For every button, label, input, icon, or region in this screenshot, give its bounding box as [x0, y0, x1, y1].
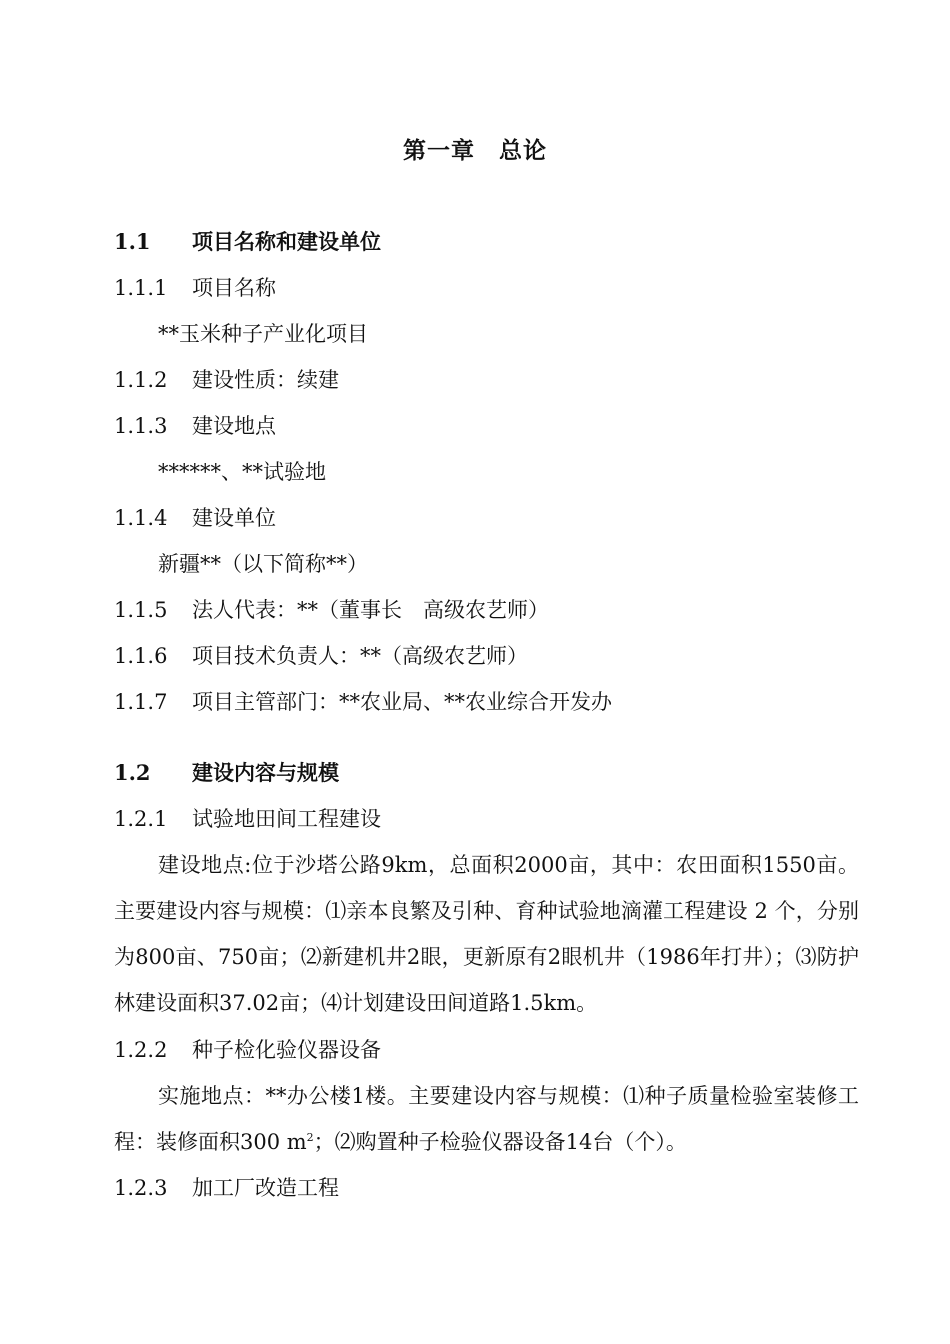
- location-value: ******、**试验地: [158, 460, 326, 484]
- subsection-text: 加工厂改造工程: [192, 1176, 339, 1200]
- section-title: 建设内容与规模: [192, 760, 339, 785]
- subsection-number: 1.1.4: [114, 506, 168, 530]
- subsection-1-1-3: [114, 411, 276, 441]
- subsection-number: 1.1.3: [114, 414, 168, 438]
- subsection-1-2-1: [114, 804, 381, 834]
- paragraph-field-works: 建设地点:位于沙塔公路9km，总面积2000亩，其中：农田面积1550亩。主要建设内容与规模：⑴亲本良繁及引种、育种试验地滴灌工程建设 2 个，分别为800亩、750亩；⑵新建机井2眼，更新原有2眼机井（1986年打井）；⑶防护林建设面积37.02亩；⑷计划建设田间道路1.5km。: [114, 853, 859, 1015]
- subsection-text: 项目名称: [192, 276, 276, 300]
- subsection-number: 1.2.1: [114, 807, 168, 831]
- subsection-number: 1.1.2: [114, 368, 168, 392]
- section-title: 项目名称和建设单位: [192, 229, 381, 254]
- paragraph-text: 实施地点：**办公楼1楼。主要建设内容与规模：⑴种子质量检验室装修工程：装修面积300 m: [114, 1084, 859, 1154]
- section-number: 1.2: [114, 760, 151, 785]
- subsection-1-2-2: [114, 1035, 381, 1065]
- subsection-text: 法人代表：**（董事长 高级农艺师）: [192, 598, 549, 622]
- subsection-number: 1.2.2: [114, 1038, 168, 1062]
- subsection-1-1-2: [114, 365, 339, 395]
- subsection-number: 1.2.3: [114, 1176, 168, 1200]
- subsection-number: 1.1.1: [114, 276, 168, 300]
- subsection-text: 项目主管部门：**农业局、**农业综合开发办: [192, 690, 612, 714]
- subsection-number: 1.1.6: [114, 644, 168, 668]
- paragraph-seed-testing: [114, 1073, 859, 1165]
- subsection-text: 项目技术负责人：**（高级农艺师）: [192, 644, 528, 668]
- subsection-1-1-1: [114, 273, 276, 303]
- subsection-number: 1.1.7: [114, 690, 168, 714]
- unit-value: 新疆**（以下简称**）: [158, 552, 368, 576]
- subsection-text: 建设性质：续建: [192, 368, 339, 392]
- subsection-number: 1.1.5: [114, 598, 168, 622]
- superscript: 2: [306, 1131, 314, 1144]
- subsection-text: 建设单位: [192, 506, 276, 530]
- subsection-1-1-7: [114, 687, 612, 717]
- subsection-1-1-6: [114, 641, 528, 671]
- subsection-1-1-5: [114, 595, 549, 625]
- subsection-1-2-3: [114, 1173, 339, 1203]
- project-name-value: **玉米种子产业化项目: [158, 322, 368, 346]
- subsection-text: 试验地田间工程建设: [192, 807, 381, 831]
- subsection-text: 种子检化验仪器设备: [192, 1038, 381, 1062]
- subsection-1-1-4: [114, 503, 276, 533]
- chapter-title: 第一章 总论: [403, 137, 547, 164]
- section-heading-1-2: [114, 758, 339, 788]
- paragraph-text: ；⑵购置种子检验仪器设备14台（个）。: [313, 1130, 687, 1154]
- subsection-text: 建设地点: [192, 414, 276, 438]
- section-number: 1.1: [114, 229, 151, 254]
- section-heading-1-1: [114, 227, 381, 257]
